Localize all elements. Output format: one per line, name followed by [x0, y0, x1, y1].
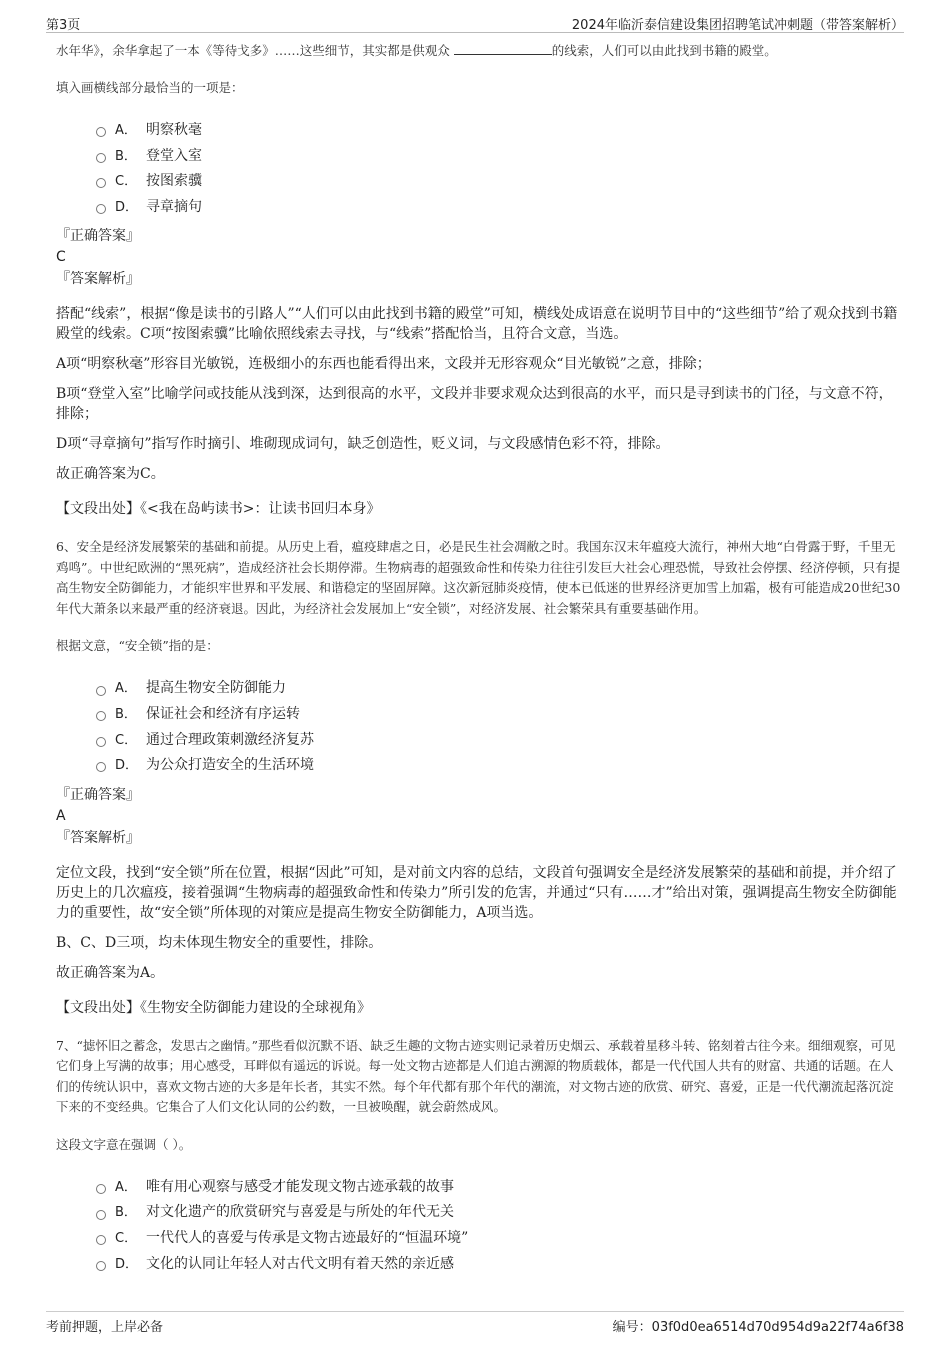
- option-text: 按图索骥: [146, 173, 202, 190]
- q7-option-d[interactable]: [96, 1252, 904, 1278]
- fill-blank: [454, 42, 552, 55]
- radio-icon[interactable]: [96, 762, 106, 772]
- q5-option-a[interactable]: [96, 118, 904, 144]
- option-text: 提高生物安全防御能力: [146, 680, 286, 697]
- q5-analysis-paragraph: B项“登堂入室”比喻学问或技能从浅到深，达到很高的水平，文段并非要求观众达到很高的水平，而只是寻到读书的门径，与文意不符，排除；: [56, 386, 893, 423]
- option-text: 唯有用心观察与感受才能发现文物古迹承载的故事: [146, 1178, 454, 1195]
- q5-answer-label: 『正确答案』: [56, 228, 140, 245]
- radio-icon[interactable]: [96, 178, 106, 188]
- option-key: D．: [115, 1256, 139, 1272]
- option-text: 文化的认同让年轻人对古代文明有着天然的亲近感: [146, 1255, 454, 1272]
- q6-option-c[interactable]: [96, 728, 904, 754]
- q6-analysis-label: 『答案解析』: [56, 829, 140, 846]
- option-key: C．: [115, 1230, 138, 1246]
- radio-icon[interactable]: [96, 153, 106, 163]
- option-text: 登堂入室: [146, 147, 202, 164]
- document-title: 2024年临沂泰信建设集团招聘笔试冲刺题（带答案解析）: [571, 18, 904, 33]
- q7-option-c[interactable]: [96, 1226, 904, 1252]
- page-content: [56, 40, 904, 1277]
- q6-option-d[interactable]: [96, 753, 904, 779]
- q5-analysis-paragraph: 故正确答案为C。: [56, 466, 165, 483]
- q6-option-a[interactable]: [96, 676, 904, 702]
- radio-icon[interactable]: [96, 1184, 106, 1194]
- option-text: 寻章摘句: [146, 198, 202, 215]
- q7-option-a[interactable]: [96, 1175, 904, 1201]
- q6-analysis-paragraph: 故正确答案为A。: [56, 964, 165, 981]
- q6-answer: A: [56, 807, 66, 824]
- option-text: 保证社会和经济有序运转: [146, 705, 300, 722]
- q6-answer-label: 『正确答案』: [56, 786, 140, 803]
- page-number: 第3页: [46, 18, 81, 33]
- q6-prompt: 根据文意，“安全锁”指的是：: [56, 638, 219, 654]
- option-key: B．: [115, 706, 137, 722]
- q6-source: 【文段出处】《生物安全防御能力建设的全球视角》: [56, 999, 371, 1016]
- radio-icon[interactable]: [96, 204, 106, 214]
- q5-options: [96, 118, 904, 220]
- radio-icon[interactable]: [96, 686, 106, 696]
- option-key: C．: [115, 732, 138, 748]
- radio-icon[interactable]: [96, 1261, 106, 1271]
- radio-icon[interactable]: [96, 737, 106, 747]
- q5-text-before-blank: 水年华》，余华拿起了一本《等待戈多》……这些细节，其实都是供观众: [56, 43, 450, 58]
- q7-prompt: 这段文字意在强调（ ）。: [56, 1136, 192, 1152]
- q5-option-c[interactable]: [96, 169, 904, 195]
- option-key: B．: [115, 1205, 137, 1221]
- q6-analysis-paragraph: 定位文段，找到“安全锁”所在位置，根据“因此”可知，是对前文内容的总结，文段首句强调安全是经济发展繁荣的基础和前提，并介绍了历史上的几次瘟疫，接着强调“生物病毒的超强致命性和传染力”所引发的危害，并通过“只有……才”给出对策，强调提高生物安全防御能力的重要性，故“安全锁”所体现的对策应是提高生物安全防御能力，A项当选。: [56, 864, 897, 921]
- radio-icon[interactable]: [96, 1235, 106, 1245]
- option-text: 明察秋毫: [146, 122, 202, 138]
- q6-options: [96, 676, 904, 778]
- page-footer: [46, 1311, 904, 1334]
- q7-option-b[interactable]: [96, 1200, 904, 1226]
- q5-text-after-blank: 的线索，人们可以由此找到书籍的殿堂。: [551, 43, 777, 58]
- q7-options: [96, 1175, 904, 1277]
- radio-icon[interactable]: [96, 1210, 106, 1220]
- option-key: D．: [115, 199, 139, 215]
- q5-option-b[interactable]: [96, 144, 904, 170]
- page-header: [46, 12, 904, 33]
- radio-icon[interactable]: [96, 711, 106, 721]
- q5-answer: C: [56, 249, 66, 266]
- option-key: B．: [115, 148, 137, 164]
- q5-option-d[interactable]: [96, 195, 904, 221]
- option-key: A．: [115, 1179, 137, 1195]
- option-text: 对文化遗产的欣赏研究与喜爱是与所处的年代无关: [146, 1204, 454, 1221]
- q5-analysis-paragraph: 搭配“线索”，根据“像是读书的引路人”“人们可以由此找到书籍的殿堂”可知，横线处成语意在说明节目中的“这些细节”给了观众找到书籍殿堂的线索。C项“按图索骥”比喻依照线索去寻找，与“线索”搭配恰当，且符合文意，当选。: [56, 306, 898, 343]
- q7-passage: 7、“摅怀旧之蓄念，发思古之幽情。”那些看似沉默不语、缺乏生趣的文物古迹实则记录着历史烟云、承载着星移斗转、铭刻着古往今来。细细观察，可见它们身上写满的故事；用心感受，耳畔似有遥远的诉说。每一处文物古迹都是人们追古溯源的物质载体，都是一代代国人共有的财富、共通的话题。在人们的传统认识中，喜欢文物古迹的大多是年长者，其实不然。每个年代都有那个年代的潮流，对文物古迹的欣赏、研究、喜爱，正是一代代潮流起落沉淀下来的不变经典。它集合了人们文化认同的公约数，一旦被唤醒，就会蔚然成风。: [56, 1037, 896, 1115]
- q5-analysis-label: 『答案解析』: [56, 271, 140, 288]
- q5-analysis-paragraph: D项“寻章摘句”指写作时摘引、堆砌现成词句，缺乏创造性，贬义词，与文段感情色彩不符，排除。: [56, 436, 670, 453]
- option-text: 一代代人的喜爱与传承是文物古迹最好的“恒温环境”: [146, 1229, 469, 1246]
- option-key: C．: [115, 174, 138, 190]
- q6-passage: 6、安全是经济发展繁荣的基础和前提。从历史上看，瘟疫肆虐之日，必是民生社会凋敝之时。我国东汉末年瘟疫大流行，神州大地“白骨露于野，千里无鸡鸣”。中世纪欧洲的“黑死病”，造成经济社会长期停滞。生物病毒的超强致命性和传染力往往引发巨大社会心理恐慌，导致社会停摆、经济停顿，只有提高生物安全防御能力，才能织牢世界和平发展、和谐稳定的坚固屏障。这次新冠肺炎疫情，使本已低迷的世界经济更加雪上加霜，极有可能造成20世纪30年代大萧条以来最严重的经济衰退。因此，为经济社会发展加上“安全锁”，对经济发展、社会繁荣具有重要基础作用。: [56, 539, 901, 616]
- option-key: A．: [115, 681, 137, 697]
- q5-prompt: 填入画横线部分最恰当的一项是：: [56, 80, 244, 95]
- q6-analysis-paragraph: B、C、D三项，均未体现生物安全的重要性，排除。: [56, 934, 383, 951]
- footer-slogan: 考前押题，上岸必备: [46, 1320, 164, 1335]
- option-key: A．: [115, 123, 137, 138]
- document-id: 编号：03f0d0ea6514d70d954d9a22f74a6f38: [612, 1320, 904, 1335]
- q5-passage: [56, 40, 904, 61]
- radio-icon[interactable]: [96, 127, 106, 137]
- option-text: 为公众打造安全的生活环境: [146, 757, 314, 774]
- q6-option-b[interactable]: [96, 702, 904, 728]
- option-key: D．: [115, 758, 139, 774]
- q5-analysis-paragraph: A项“明察秋毫”形容目光敏锐，连极细小的东西也能看得出来，文段并无形容观众“目光敏锐”之意，排除；: [56, 356, 711, 373]
- option-text: 通过合理政策刺激经济复苏: [146, 731, 314, 748]
- q5-source: 【文段出处】《<我在岛屿读书>：让读书回归本身》: [56, 501, 381, 518]
